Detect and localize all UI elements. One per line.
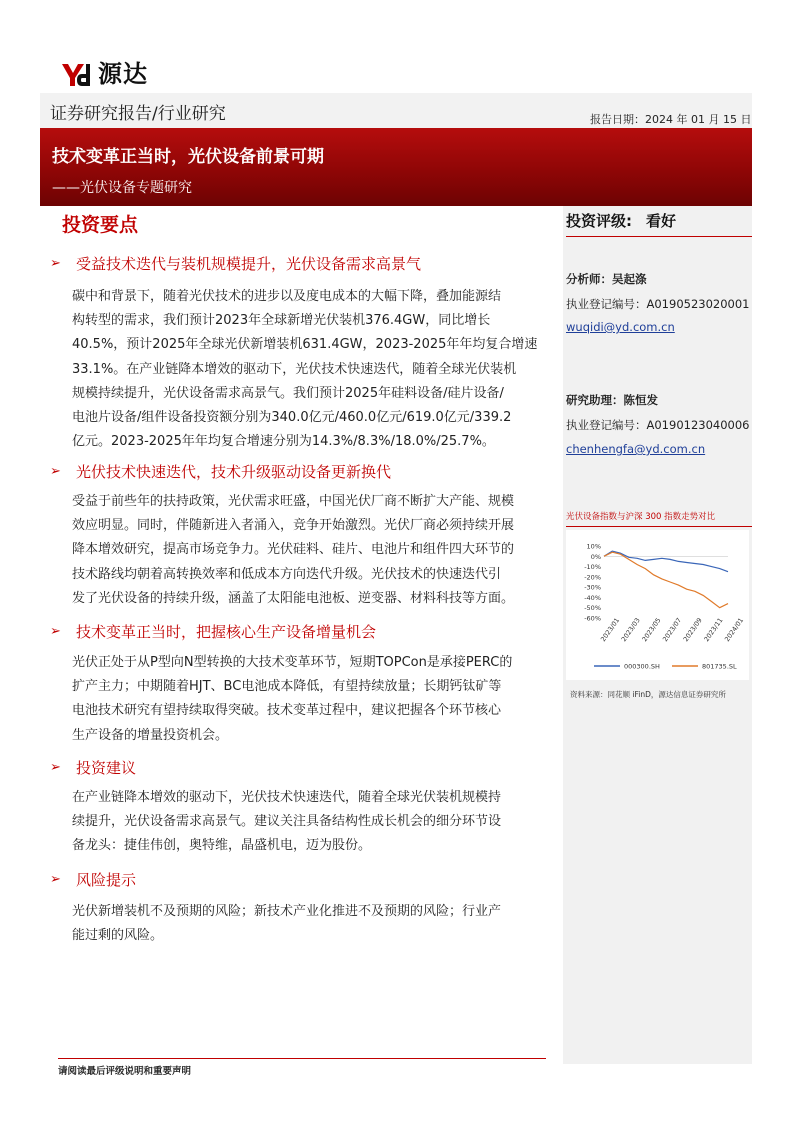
y-tick-label: 10% xyxy=(586,542,601,551)
paragraph-line: 电池技术研究有望持续取得突破。技术变革过程中，建议把握各个环节核心 xyxy=(72,703,502,719)
paragraph-line: 生产设备的增量投资机会。 xyxy=(72,727,229,743)
rating-value: 看好 xyxy=(646,212,677,230)
arrow-bullet-icon: ➢ xyxy=(50,624,61,639)
analyst-name: 分析师：吴起涤 xyxy=(566,272,647,286)
paragraph xyxy=(72,651,538,748)
section-heading xyxy=(50,461,391,482)
paragraph xyxy=(72,285,538,454)
x-tick-label: 2024/01 xyxy=(723,616,746,644)
section-heading-text: 投资建议 xyxy=(76,759,137,777)
x-tick-label: 2023/11 xyxy=(702,616,725,644)
section-title: 投资要点 xyxy=(62,214,139,236)
analyst-reg: 执业登记编号：A0190523020001 xyxy=(566,297,750,311)
section-heading-text: 技术变革正当时，把握核心生产设备增量机会 xyxy=(76,623,377,641)
section-heading xyxy=(50,621,376,642)
report-type: 证券研究报告/行业研究 xyxy=(50,104,226,124)
y-tick-label: -50% xyxy=(584,604,601,613)
index-trend-chart xyxy=(566,530,749,680)
paragraph-line: 续提升，光伏设备需求高景气。建议关注具备结构性成长机会的细分环节设 xyxy=(72,814,502,830)
brand-name: 源达 xyxy=(98,60,148,88)
paragraph-line: 光伏新增装机不及预期的风险；新技术产业化推进不及预期的风险；行业产 xyxy=(72,904,502,919)
assistant-reg: 执业登记编号：A0190123040006 xyxy=(566,418,750,432)
assistant-email-link[interactable]: chenhengfa@yd.com.cn xyxy=(566,442,706,456)
arrow-bullet-icon: ➢ xyxy=(50,256,61,271)
y-tick-label: -40% xyxy=(584,593,601,602)
divider xyxy=(566,236,752,237)
paragraph xyxy=(72,786,538,859)
series-line-1 xyxy=(604,552,728,608)
rating-label: 投资评级: xyxy=(566,212,632,230)
arrow-bullet-icon: ➢ xyxy=(50,464,61,479)
y-tick-label: 0% xyxy=(590,552,601,561)
legend-label: 801735.SL xyxy=(702,662,737,671)
report-title: 技术变革正当时，光伏设备前景可期 xyxy=(52,147,324,167)
x-tick-label: 2023/05 xyxy=(640,616,663,644)
investment-rating xyxy=(566,210,676,231)
footer-disclaimer: 请阅读最后评级说明和重要声明 xyxy=(58,1066,192,1077)
footer-divider xyxy=(58,1058,546,1059)
y-tick-label: -20% xyxy=(584,573,601,582)
series-line-0 xyxy=(604,551,728,572)
paragraph-line: 技术路线均朝着高转换效率和低成本方向迭代升级。光伏技术的快速迭代引 xyxy=(72,566,502,582)
paragraph-line: 构转型的需求，我们预计2023年全球新增光伏装机376.4GW，同比增长 xyxy=(72,313,491,329)
x-tick-label: 2023/01 xyxy=(599,616,622,644)
paragraph-line: 降本增效研究，提高市场竞争力。光伏硅料、硅片、电池片和组件四大环节的 xyxy=(72,542,515,558)
paragraph-line: 能过剩的风险。 xyxy=(72,928,164,944)
chart-source: 资料来源：同花顺 iFinD，源达信息证券研究所 xyxy=(570,690,726,699)
paragraph-line: 碳中和背景下，随着光伏技术的进步以及度电成本的大幅下降，叠加能源结 xyxy=(72,289,502,304)
paragraph-line: 效应明显。同时，伴随新进入者涌入，竞争开始激烈。光伏厂商必须持续开展 xyxy=(72,518,515,534)
paragraph-line: 电池片设备/组件设备投资额分别为340.0亿元/460.0亿元/619.0亿元/339.2 xyxy=(72,410,512,426)
paragraph-line: 发了光伏设备的持续升级，涵盖了太阳能电池板、逆变器、材料科技等方面。 xyxy=(72,590,515,606)
x-tick-label: 2023/09 xyxy=(681,616,704,644)
analyst-email-link[interactable]: wuqidi@yd.com.cn xyxy=(566,320,675,334)
paragraph xyxy=(72,900,538,948)
y-tick-label: -60% xyxy=(584,614,601,623)
section-heading xyxy=(50,757,136,778)
report-date: 报告日期：2024 年 01 月 15 日 xyxy=(590,113,752,126)
y-tick-label: -30% xyxy=(584,583,601,592)
yd-logo-icon xyxy=(60,60,96,88)
x-tick-label: 2023/03 xyxy=(619,616,642,644)
section-heading xyxy=(50,869,136,890)
paragraph-line: 40.5%，预计2025年全球光伏新增装机631.4GW，2023-2025年年均复合增速 xyxy=(72,337,538,353)
paragraph xyxy=(72,490,538,611)
paragraph-line: 亿元。2023-2025年年均复合增速分别为14.3%/8.3%/18.0%/25.7%。 xyxy=(72,434,495,450)
section-heading-text: 风险提示 xyxy=(76,871,137,889)
report-subtitle: ——光伏设备专题研究 xyxy=(52,180,192,196)
paragraph-line: 扩产主力；中期随着HJT、BC电池成本降低，有望持续放量；长期钙钛矿等 xyxy=(72,679,502,695)
line-chart xyxy=(566,530,749,680)
section-heading-text: 光伏技术快速迭代，技术升级驱动设备更新换代 xyxy=(76,463,392,481)
paragraph-line: 规模持续提升，光伏设备需求高景气。我们预计2025年硅料设备/硅片设备/ xyxy=(72,385,504,401)
x-tick-label: 2023/07 xyxy=(661,616,684,644)
legend-label: 000300.SH xyxy=(624,662,660,671)
paragraph-line: 光伏正处于从P型向N型转换的大技术变革环节，短期TOPCon是承接PERC的 xyxy=(72,655,513,670)
arrow-bullet-icon: ➢ xyxy=(50,872,61,887)
arrow-bullet-icon: ➢ xyxy=(50,760,61,775)
assistant-name: 研究助理：陈恒发 xyxy=(566,393,658,407)
paragraph-line: 33.1%。在产业链降本增效的驱动下，光伏技术快速迭代，随着全球光伏装机 xyxy=(72,361,517,377)
chart-title: 光伏设备指数与沪深 300 指数走势对比 xyxy=(566,510,752,527)
paragraph-line: 在产业链降本增效的驱动下，光伏技术快速迭代，随着全球光伏装机规模持 xyxy=(72,790,502,805)
paragraph-line: 受益于前些年的扶持政策，光伏需求旺盛，中国光伏厂商不断扩大产能、规模 xyxy=(72,494,515,509)
section-heading-text: 受益技术迭代与装机规模提升，光伏设备需求高景气 xyxy=(76,255,422,273)
brand-logo xyxy=(60,60,164,88)
paragraph-line: 备龙头：捷佳伟创，奥特维，晶盛机电，迈为股份。 xyxy=(72,838,372,854)
section-heading xyxy=(50,253,421,274)
y-tick-label: -10% xyxy=(584,563,601,572)
